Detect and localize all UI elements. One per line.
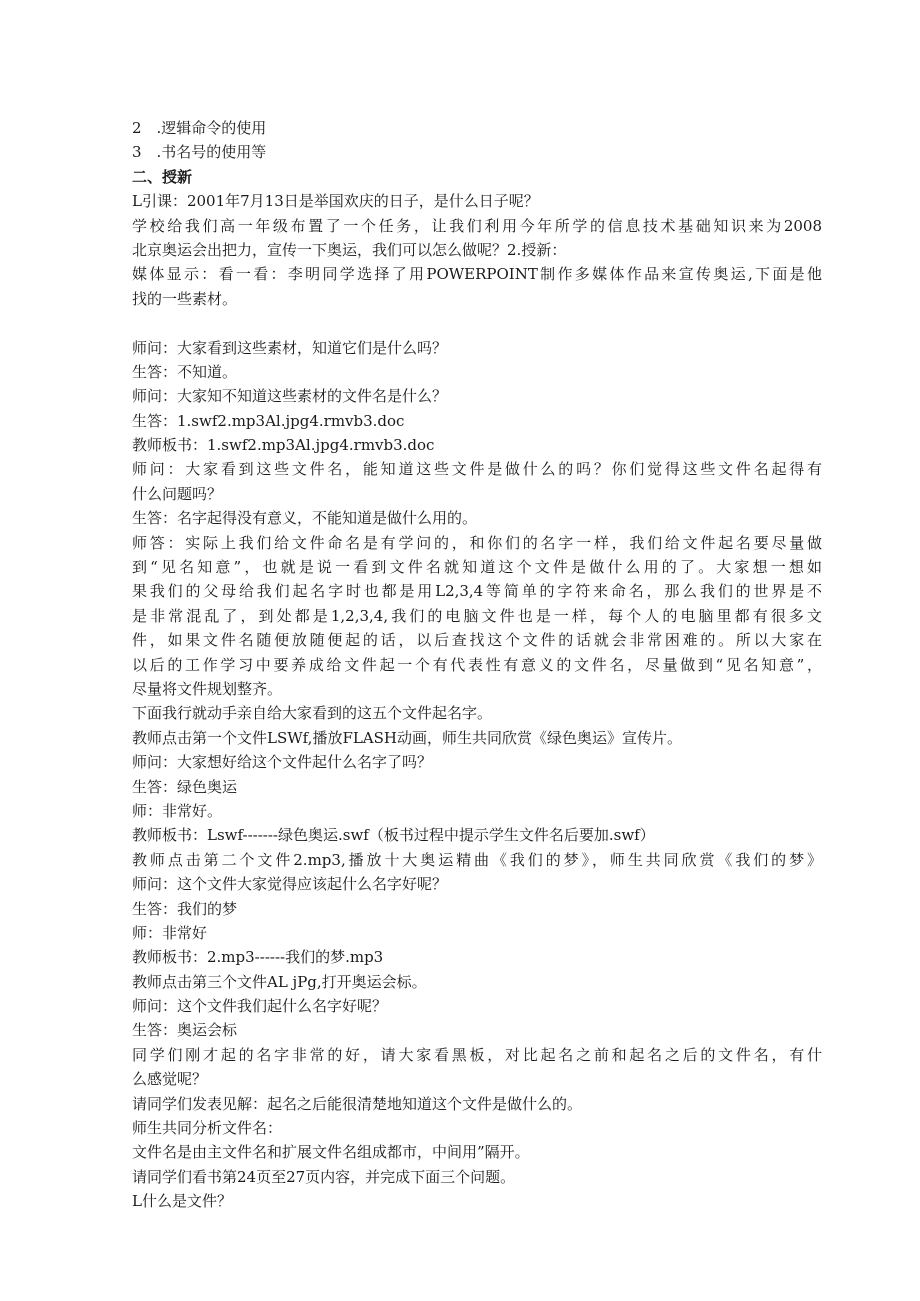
- text-line: 教师点击第一个文件LSWf,播放FLASH动画，师生共同欣赏《绿色奥运》宣传片。: [132, 728, 683, 747]
- text-line: 师问：大家知不知道这些素材的文件名是什么？: [132, 387, 448, 406]
- text-line: 2 .逻辑命令的使用: [132, 119, 267, 137]
- text-line: 是非常混乱了，到处都是1,2,3,4,我们的电脑文件也是一样，每个人的电脑里都有很多文: [132, 606, 822, 625]
- text-line: 文件名是由主文件名和扩展文件名组成都市，中间用”隔开。: [132, 1143, 530, 1162]
- text-line: 教师点击第二个文件2.mp3,播放十大奥运精曲《我们的梦》，师生共同欣赏《我们的梦》: [132, 850, 822, 869]
- text-line: 尽量将文件规划整齐。: [132, 679, 283, 698]
- text-line: 师：非常好: [132, 923, 208, 942]
- text-line: 同学们刚才起的名字非常的好，请大家看黑板，对比起名之前和起名之后的文件名，有什: [132, 1045, 822, 1064]
- text-line: 师：非常好。: [132, 801, 223, 820]
- text-line: 生答：1.swf2.mp3Al.jpg4.rmvb3.doc: [132, 411, 405, 430]
- text-line: 师生共同分析文件名：: [132, 1119, 283, 1138]
- section-heading: 二、授新: [132, 167, 193, 186]
- text-line: 师问：大家看到这些素材，知道它们是什么吗？: [132, 338, 448, 357]
- text-line: 媒体显示：看一看：李明同学选择了用POWERPOINT制作多媒体作品来宣传奥运,下面是他: [132, 265, 822, 284]
- text-line: L什么是文件？: [132, 1192, 232, 1211]
- text-line: 件，如果文件名随便放随便起的话，以后查找这个文件的话就会非常困难的。所以大家在: [132, 631, 822, 650]
- text-line: 师答：实际上我们给文件命名是有学问的，和你们的名字一样，我们给文件起名要尽量做: [132, 533, 822, 552]
- text-line: 师问：大家看到这些文件名，能知道这些文件是做什么的吗？你们觉得这些文件名起得有: [132, 460, 822, 479]
- text-line: 教师板书：2.mp3------我们的梦.mp3: [132, 948, 384, 967]
- text-line: 生答：名字起得没有意义，不能知道是做什么用的。: [132, 509, 478, 528]
- blank-line: [132, 311, 822, 335]
- text-line: 北京奥运会出把力，宣传一下奥运，我们可以怎么做呢？2.授新：: [132, 240, 567, 259]
- text-line: 以后的工作学习中要养成给文件起一个有代表性有意义的文件名，尽量做到“见名知意”，: [132, 655, 822, 674]
- text-line: 3 .书名号的使用等: [132, 143, 267, 162]
- text-line: 找的一些素材。: [132, 289, 238, 308]
- document-page: [132, 116, 822, 1214]
- text-line: 生答：我们的梦: [132, 899, 238, 918]
- text-line: 教师点击第三个文件AL jPg,打开奥运会标。: [132, 972, 427, 991]
- text-line: 学校给我们高一年级布置了一个任务，让我们利用今年所学的信息技术基础知识来为2008: [132, 216, 822, 235]
- text-line: L引课：2001年7月13日是举国欢庆的日子，是什么日子呢？: [132, 192, 539, 211]
- text-line: 教师板书：1.swf2.mp3Al.jpg4.rmvb3.doc: [132, 436, 435, 455]
- text-line: 到“见名知意”，也就是说一看到文件名就知道这个文件是做什么用的了。大家想一想如: [132, 558, 822, 577]
- text-line: 生答：不知道。: [132, 362, 238, 381]
- text-line: 师问：这个文件我们起什么名字好呢？: [132, 997, 388, 1016]
- text-line: 请同学们看书第24页至27页内容，并完成下面三个问题。: [132, 1167, 516, 1186]
- text-line: 么感觉呢？: [132, 1070, 208, 1089]
- text-line: 生答：绿色奥运: [132, 777, 238, 796]
- text-line: 什么问题吗？: [132, 484, 223, 503]
- text-line: 请同学们发表见解：起名之后能很清楚地知道这个文件是做什么的。: [132, 1094, 583, 1113]
- text-line: 师问：这个文件大家觉得应该起什么名字好呢？: [132, 875, 448, 894]
- text-line: 生答：奥运会标: [132, 1021, 238, 1040]
- text-line: 师问：大家想好给这个文件起什么名字了吗？: [132, 753, 433, 772]
- text-line: 下面我行就动手亲自给大家看到的这五个文件起名字。: [132, 704, 493, 723]
- text-line: 果我们的父母给我们起名字时也都是用L2,3,4等简单的字符来命名，那么我们的世界是不: [132, 582, 822, 601]
- text-line: 教师板书：Lswf-------绿色奥运.swf（板书过程中提示学生文件名后要加.swf）: [132, 826, 655, 845]
